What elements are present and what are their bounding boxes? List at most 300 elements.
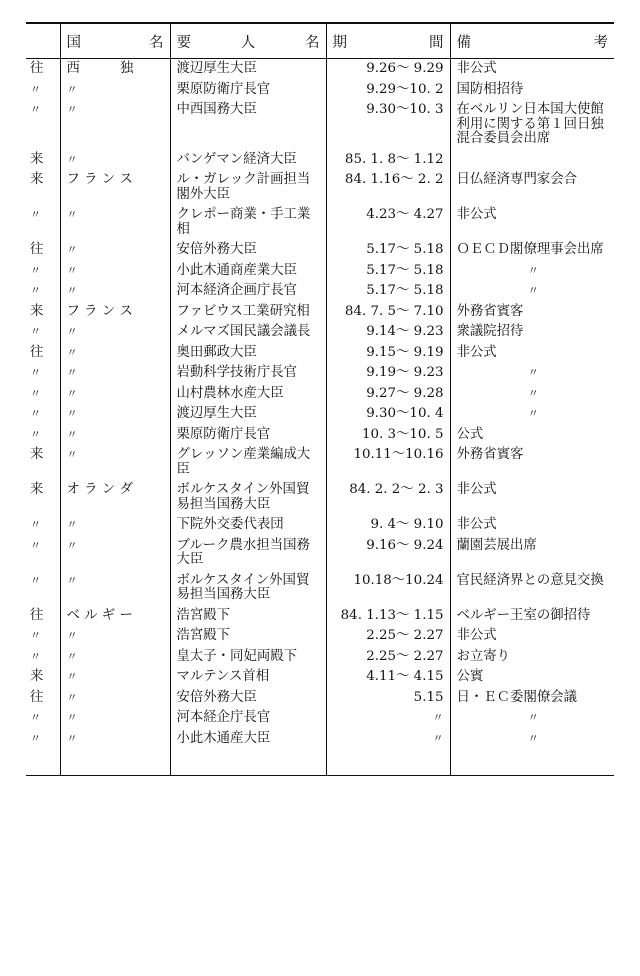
country-cell-text: ベ ル ギ ー [66, 607, 133, 623]
official-cell-text: 浩宮殿下 [176, 628, 231, 643]
country-cell-text: 西 独 [66, 61, 134, 76]
period-cell [326, 688, 450, 709]
country-cell [60, 606, 170, 627]
direction-cell [26, 404, 60, 425]
official-cell [170, 302, 326, 323]
direction-cell-text: 〃 [30, 731, 41, 745]
remarks-cell-text: 非公式 [456, 344, 497, 360]
remarks-cell [450, 571, 614, 606]
country-cell [60, 445, 170, 480]
remarks-cell-text: 公賓 [456, 669, 484, 684]
period-cell [326, 729, 450, 776]
remarks-cell [450, 322, 614, 343]
official-cell-text: バンゲマン経済大臣 [176, 151, 297, 167]
remarks-cell [450, 205, 614, 240]
official-cell [170, 322, 326, 343]
official-cell [170, 384, 326, 405]
period-cell [326, 515, 450, 536]
header-row [26, 23, 614, 59]
country-cell-text: 〃 [66, 731, 78, 745]
remarks-cell [450, 425, 614, 446]
country-cell [60, 240, 170, 261]
direction-cell [26, 515, 60, 536]
country-cell-text: 〃 [66, 407, 78, 420]
table-row [26, 281, 614, 302]
period-cell-text: 2.25～ 2.27 [366, 628, 444, 643]
official-cell-text: ボルケスタイン外国貿易担当国務大臣 [176, 572, 310, 602]
official-cell-text: 奥田郵政大臣 [176, 344, 257, 360]
table-row [26, 59, 614, 80]
official-cell [170, 536, 326, 571]
remarks-cell [450, 240, 614, 261]
period-cell-text: 10. 3～10. 5 [361, 426, 444, 442]
remarks-cell-text: 外務省賓客 [456, 303, 524, 319]
direction-cell [26, 150, 60, 171]
table-row [26, 322, 614, 343]
country-cell-text: フ ラ ン ス [66, 303, 133, 319]
period-cell [326, 261, 450, 282]
table-row [26, 729, 614, 776]
remarks-cell [450, 343, 614, 364]
direction-cell-text: 〃 [30, 407, 41, 420]
remarks-cell-text: ベルギー王室の御招待 [456, 607, 591, 623]
period-cell [326, 606, 450, 627]
direction-cell [26, 688, 60, 709]
remarks-cell-text: 〃 [527, 386, 539, 400]
table-row [26, 363, 614, 384]
remarks-cell-text: お立寄り [456, 648, 511, 664]
header-country [60, 23, 170, 59]
table-row [26, 404, 614, 425]
remarks-cell-text: 〃 [527, 263, 539, 277]
official-cell-text: 中西国務大臣 [176, 102, 257, 117]
official-cell-text: 浩宮殿下 [176, 607, 231, 623]
official-cell-text: 安倍外務大臣 [176, 689, 257, 705]
remarks-cell-text: 非公式 [456, 517, 497, 532]
country-cell-text: 〃 [66, 427, 78, 441]
remarks-cell [450, 445, 614, 480]
country-cell-text: 〃 [66, 366, 78, 379]
table-row [26, 688, 614, 709]
direction-cell [26, 170, 60, 205]
official-cell [170, 480, 326, 515]
remarks-cell [450, 536, 614, 571]
official-cell-text: 安倍外務大臣 [176, 242, 257, 257]
direction-cell-text: 〃 [30, 573, 41, 587]
country-cell [60, 571, 170, 606]
table-row [26, 205, 614, 240]
period-cell [326, 170, 450, 205]
official-cell [170, 59, 326, 80]
direction-cell-text: 〃 [30, 538, 41, 552]
period-cell [326, 343, 450, 364]
remarks-cell-text: 〃 [527, 284, 539, 297]
table-body [26, 59, 614, 776]
direction-cell-text: 往 [30, 61, 44, 76]
period-cell-text: 〃 [432, 731, 444, 745]
official-cell-text: 栗原防衛庁長官 [176, 426, 271, 442]
direction-cell-text: 〃 [30, 386, 41, 400]
period-cell-text: 4.11～ 4.15 [366, 669, 444, 684]
remarks-cell [450, 261, 614, 282]
remarks-cell-text: 外務省賓客 [456, 447, 524, 462]
direction-cell [26, 384, 60, 405]
period-cell-text: 9.26～ 9.29 [366, 61, 444, 76]
direction-cell [26, 205, 60, 240]
period-cell [326, 647, 450, 668]
period-cell-text: 10.11～10.16 [353, 447, 444, 462]
remarks-cell-text: 公式 [456, 426, 484, 442]
official-cell [170, 343, 326, 364]
direction-cell [26, 536, 60, 571]
country-cell [60, 170, 170, 205]
official-cell [170, 606, 326, 627]
remarks-cell-text: 非公式 [456, 61, 497, 76]
country-cell [60, 384, 170, 405]
remarks-cell [450, 59, 614, 80]
official-cell [170, 688, 326, 709]
remarks-cell [450, 626, 614, 647]
country-cell-text: 〃 [66, 386, 78, 400]
period-cell [326, 80, 450, 101]
country-cell [60, 729, 170, 776]
header-remarks [450, 23, 614, 59]
table-row [26, 343, 614, 364]
period-cell-text: 9.16～ 9.24 [366, 537, 444, 553]
official-cell [170, 80, 326, 101]
official-cell [170, 425, 326, 446]
period-cell [326, 240, 450, 261]
period-cell [326, 100, 450, 150]
direction-cell [26, 100, 60, 150]
country-cell [60, 150, 170, 171]
remarks-cell [450, 100, 614, 150]
table-row [26, 445, 614, 480]
official-cell [170, 404, 326, 425]
table-row [26, 667, 614, 688]
direction-cell-text: 往 [30, 242, 44, 257]
remarks-cell [450, 688, 614, 709]
official-cell [170, 100, 326, 150]
period-cell [326, 480, 450, 515]
direction-cell-text: 来 [30, 482, 44, 497]
country-cell [60, 536, 170, 571]
remarks-cell-text: 非公式 [456, 628, 497, 643]
official-cell-text: 渡辺厚生大臣 [176, 61, 257, 76]
official-cell-text: 小此木通産大臣 [176, 730, 271, 746]
official-cell [170, 261, 326, 282]
official-cell-text: ル・ガレック計画担当閣外大臣 [176, 172, 311, 202]
direction-cell [26, 626, 60, 647]
period-cell-text: 84. 7. 5～ 7.10 [344, 303, 444, 319]
country-cell-text: 〃 [66, 263, 78, 277]
period-cell-text: 10.18～10.24 [353, 572, 444, 588]
official-cell [170, 626, 326, 647]
remarks-cell [450, 729, 614, 776]
visits-table-container [26, 22, 614, 776]
remarks-cell [450, 647, 614, 668]
remarks-cell-text: 〃 [527, 366, 539, 379]
table-row [26, 80, 614, 101]
period-cell [326, 322, 450, 343]
direction-cell-text: 〃 [30, 325, 41, 338]
remarks-cell-text: 官民経済界との意見交換 [456, 572, 604, 588]
country-cell [60, 322, 170, 343]
remarks-cell [450, 515, 614, 536]
period-cell-text: 9.14～ 9.23 [366, 324, 444, 339]
direction-cell-text: 〃 [30, 82, 41, 96]
country-cell-text: 〃 [66, 82, 78, 96]
official-cell-text: 河本経企庁長官 [176, 710, 271, 725]
period-cell [326, 536, 450, 571]
country-cell-text: 〃 [66, 243, 78, 256]
official-cell-text: ブルーク農水担当国務大臣 [176, 537, 310, 567]
remarks-cell-text: 非公式 [456, 207, 497, 222]
header-direction [26, 23, 60, 59]
direction-cell-text: 来 [30, 447, 44, 462]
direction-cell [26, 343, 60, 364]
direction-cell [26, 425, 60, 446]
direction-cell-text: 来 [30, 151, 44, 167]
country-cell [60, 100, 170, 150]
country-cell [60, 80, 170, 101]
direction-cell-text: 〃 [30, 649, 41, 663]
table-row [26, 647, 614, 668]
remarks-cell [450, 384, 614, 405]
table-row [26, 515, 614, 536]
direction-cell-text: 往 [30, 607, 44, 623]
country-cell [60, 302, 170, 323]
official-cell-text: 河本経済企画庁長官 [176, 283, 298, 298]
period-cell-text: 〃 [432, 711, 444, 724]
country-cell [60, 626, 170, 647]
official-cell-text: 小此木通商産業大臣 [176, 262, 298, 278]
official-cell-text: 皇太子・同妃両殿下 [176, 648, 298, 664]
remarks-cell [450, 150, 614, 171]
country-cell-text: 〃 [66, 152, 78, 166]
period-cell-text: 84. 1.13～ 1.15 [340, 607, 444, 623]
official-cell [170, 363, 326, 384]
country-cell [60, 363, 170, 384]
period-cell [326, 445, 450, 480]
period-cell [326, 363, 450, 384]
direction-cell-text: 往 [30, 344, 44, 360]
direction-cell-text: 来 [30, 303, 44, 319]
remarks-cell [450, 404, 614, 425]
country-cell [60, 261, 170, 282]
direction-cell [26, 667, 60, 688]
country-cell-text: オ ラ ン ダ [66, 482, 133, 497]
remarks-cell [450, 170, 614, 205]
period-cell [326, 205, 450, 240]
direction-cell-text: 〃 [30, 366, 41, 379]
table-row [26, 425, 614, 446]
remarks-cell [450, 606, 614, 627]
direction-cell [26, 571, 60, 606]
header-period-char: 期 [332, 34, 347, 51]
period-cell-text: 5.17～ 5.18 [366, 262, 444, 278]
remarks-cell-text: 〃 [527, 711, 539, 724]
table-row [26, 571, 614, 606]
direction-cell [26, 445, 60, 480]
period-cell-text: 9.30～10. 4 [366, 406, 444, 421]
official-cell-text: ボルケスタイン外国貿易担当国務大臣 [176, 482, 310, 512]
country-cell-text: 〃 [66, 670, 78, 683]
direction-cell-text: 〃 [30, 284, 41, 297]
country-cell-text: 〃 [66, 573, 78, 587]
official-cell [170, 667, 326, 688]
period-cell-text: 9.27～ 9.28 [366, 385, 444, 401]
remarks-cell-text: 蘭園芸展出席 [456, 537, 537, 553]
country-cell [60, 515, 170, 536]
country-cell [60, 647, 170, 668]
country-cell-text: 〃 [66, 284, 78, 297]
period-cell-text: 84. 2. 2～ 2. 3 [349, 482, 444, 497]
remarks-cell [450, 281, 614, 302]
official-cell [170, 708, 326, 729]
period-cell [326, 626, 450, 647]
direction-cell [26, 302, 60, 323]
header-country-char: 国 [66, 34, 81, 51]
period-cell-text: 85. 1. 8～ 1.12 [344, 151, 444, 167]
direction-cell [26, 363, 60, 384]
country-cell [60, 404, 170, 425]
period-cell [326, 384, 450, 405]
header-official-char: 要 [176, 34, 191, 51]
period-cell-text: 9.15～ 9.19 [366, 344, 444, 360]
country-cell-text: 〃 [66, 208, 78, 221]
period-cell-text: 5.17～ 5.18 [366, 242, 444, 257]
header-remarks-char: 考 [593, 34, 608, 51]
direction-cell [26, 708, 60, 729]
period-cell-text: 9. 4～ 9.10 [370, 517, 444, 532]
remarks-cell-text: 〃 [527, 731, 539, 745]
official-cell-text: 岩動科学技術庁長官 [176, 365, 298, 380]
direction-cell-text: 来 [30, 669, 44, 684]
period-cell [326, 667, 450, 688]
table-row [26, 384, 614, 405]
remarks-cell-text: 非公式 [456, 482, 497, 497]
direction-cell-text: 〃 [30, 711, 41, 724]
country-cell [60, 708, 170, 729]
remarks-cell [450, 302, 614, 323]
table-row [26, 606, 614, 627]
direction-cell [26, 240, 60, 261]
country-cell-text: 〃 [66, 103, 78, 116]
official-cell-text: クレポー商業・手工業相 [176, 207, 311, 237]
table-row [26, 100, 614, 150]
remarks-cell-text: 衆議院招待 [456, 324, 524, 339]
country-cell-text: 〃 [66, 649, 78, 663]
country-cell [60, 425, 170, 446]
table-row [26, 170, 614, 205]
official-cell-text: マルテンス首相 [176, 669, 270, 684]
remarks-cell-text: 日・ＥＣ委閣僚会議 [456, 689, 578, 705]
remarks-cell-text: 在ベルリン日本国大使館利用に関する第１回日独混合委員会出席 [456, 102, 604, 146]
period-cell-text: 9.29～10. 2 [366, 81, 444, 97]
direction-cell [26, 729, 60, 776]
country-cell [60, 480, 170, 515]
table-row [26, 708, 614, 729]
remarks-cell-text: 〃 [527, 407, 539, 420]
direction-cell [26, 606, 60, 627]
country-cell [60, 343, 170, 364]
period-cell-text: 5.15 [413, 689, 444, 705]
country-cell [60, 688, 170, 709]
period-cell [326, 708, 450, 729]
country-cell-text: 〃 [66, 325, 78, 338]
table-row [26, 536, 614, 571]
table-row [26, 261, 614, 282]
official-cell [170, 515, 326, 536]
official-cell [170, 240, 326, 261]
header-official-char: 人 [240, 34, 256, 51]
direction-cell-text: 〃 [30, 208, 41, 221]
official-cell-text: ファビウス工業研究相 [176, 303, 310, 319]
period-cell [326, 404, 450, 425]
country-cell [60, 59, 170, 80]
country-cell-text: 〃 [66, 711, 78, 724]
header-official [170, 23, 326, 59]
direction-cell-text: 〃 [30, 263, 41, 277]
table-row [26, 150, 614, 171]
remarks-cell-text: 国防相招待 [456, 81, 524, 97]
period-cell [326, 571, 450, 606]
header-official-char: 名 [305, 34, 320, 51]
period-cell-text: 9.19～ 9.23 [366, 365, 444, 380]
country-cell-text: フ ラ ン ス [66, 172, 133, 187]
period-cell [326, 59, 450, 80]
official-cell-text: 山村農林水産大臣 [176, 385, 284, 401]
official-cell [170, 205, 326, 240]
country-cell-text: 〃 [66, 518, 78, 531]
table-row [26, 302, 614, 323]
table-row [26, 480, 614, 515]
period-cell-text: 2.25～ 2.27 [366, 648, 444, 664]
direction-cell-text: 〃 [30, 518, 41, 531]
direction-cell-text: 来 [30, 172, 44, 187]
official-cell [170, 571, 326, 606]
direction-cell [26, 647, 60, 668]
remarks-cell-text: 日仏経済専門家会合 [456, 172, 578, 187]
period-cell-text: 9.30～10. 3 [366, 102, 444, 117]
period-cell [326, 425, 450, 446]
official-cell-text: 下院外交委代表団 [176, 517, 284, 532]
official-cell [170, 150, 326, 171]
official-cell-text: 渡辺厚生大臣 [176, 406, 257, 421]
table-row [26, 240, 614, 261]
period-cell-text: 5.17～ 5.18 [366, 283, 444, 298]
official-cell-text: メルマズ国民議会議長 [176, 324, 311, 339]
period-cell [326, 302, 450, 323]
header-period [326, 23, 450, 59]
remarks-cell [450, 363, 614, 384]
official-cell-text: グレッソン産業編成大臣 [176, 447, 311, 477]
official-cell [170, 445, 326, 480]
period-cell-text: 84. 1.16～ 2. 2 [344, 172, 444, 187]
period-cell-text: 4.23～ 4.27 [366, 207, 444, 222]
table-row [26, 626, 614, 647]
direction-cell [26, 281, 60, 302]
country-cell-text: 〃 [66, 629, 78, 642]
period-cell [326, 150, 450, 171]
remarks-cell [450, 667, 614, 688]
remarks-cell [450, 708, 614, 729]
direction-cell-text: 〃 [30, 103, 41, 116]
country-cell-text: 〃 [66, 345, 78, 359]
direction-cell [26, 322, 60, 343]
country-cell-text: 〃 [66, 690, 78, 704]
